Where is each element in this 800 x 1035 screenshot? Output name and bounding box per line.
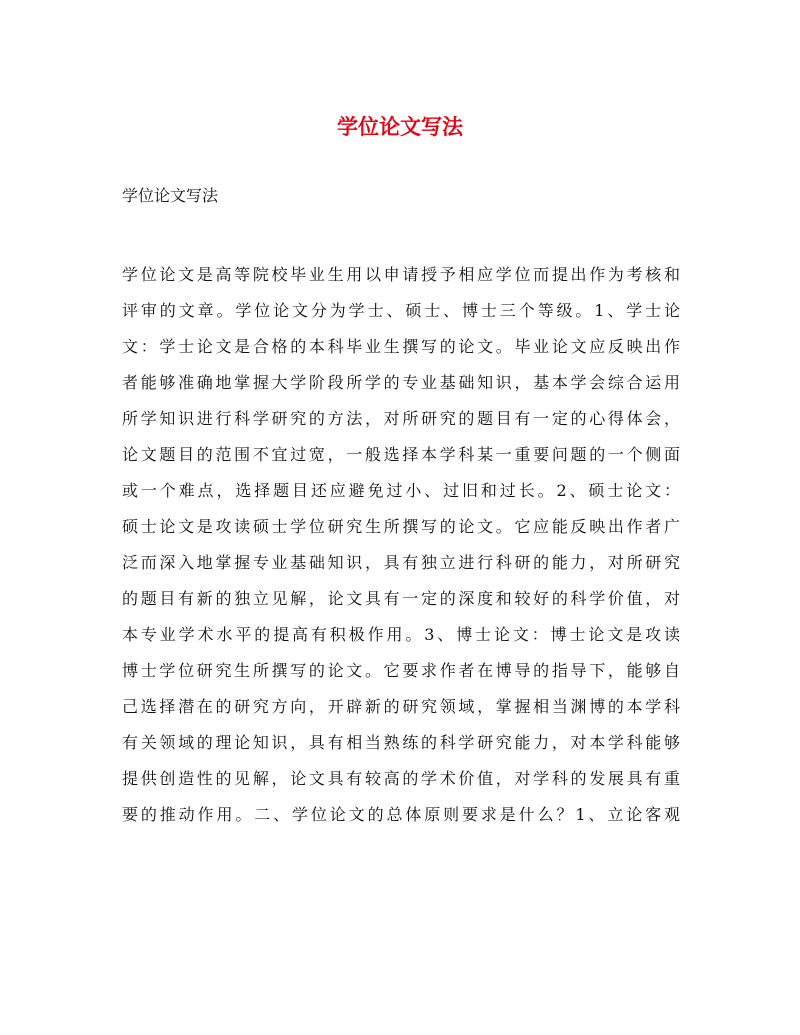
body-line-15: 提供创造性的见解，论文具有较高的学术价值，对学科的发展具有重 <box>122 769 680 788</box>
body-line-8: 硕士论文是攻读硕士学位研究生所撰写的论文。它应能反映出作者广 <box>122 517 680 536</box>
body-line-16: 要的推动作用。二、学位论文的总体原则要求是什么？1、立论客观 <box>122 805 680 824</box>
body-line-13: 己选择潜在的研究方向，开辟新的研究领域，掌握相当渊博的本学科 <box>122 697 680 716</box>
body-line-5: 所学知识进行科学研究的方法，对所研究的题目有一定的心得体会， <box>122 409 680 428</box>
body-line-4: 者能够准确地掌握大学阶段所学的专业基础知识，基本学会综合运用 <box>122 373 680 392</box>
document-title: 学位论文写法 <box>337 114 463 139</box>
body-line-7: 或一个难点，选择题目还应避免过小、过旧和过长。2、硕士论文： <box>122 481 680 500</box>
document-subtitle: 学位论文写法 <box>122 186 219 205</box>
body-line-1: 学位论文是高等院校毕业生用以申请授予相应学位而提出作为考核和 <box>122 265 680 284</box>
body-line-11: 本专业学术水平的提高有积极作用。3、博士论文：博士论文是攻读 <box>122 625 680 644</box>
body-line-3: 文：学士论文是合格的本科毕业生撰写的论文。毕业论文应反映出作 <box>122 337 680 356</box>
body-line-2: 评审的文章。学位论文分为学士、硕士、博士三个等级。1、学士论 <box>122 301 680 320</box>
body-line-12: 博士学位研究生所撰写的论文。它要求作者在博导的指导下，能够自 <box>122 661 680 680</box>
body-line-6: 论文题目的范围不宜过宽，一般选择本学科某一重要问题的一个侧面 <box>122 445 680 464</box>
body-paragraph <box>122 257 680 833</box>
body-line-10: 的题目有新的独立见解，论文具有一定的深度和较好的科学价值，对 <box>122 589 680 608</box>
body-line-14: 有关领域的理论知识，具有相当熟练的科学研究能力，对本学科能够 <box>122 733 680 752</box>
body-line-9: 泛而深入地掌握专业基础知识，具有独立进行科研的能力，对所研究 <box>122 553 680 572</box>
